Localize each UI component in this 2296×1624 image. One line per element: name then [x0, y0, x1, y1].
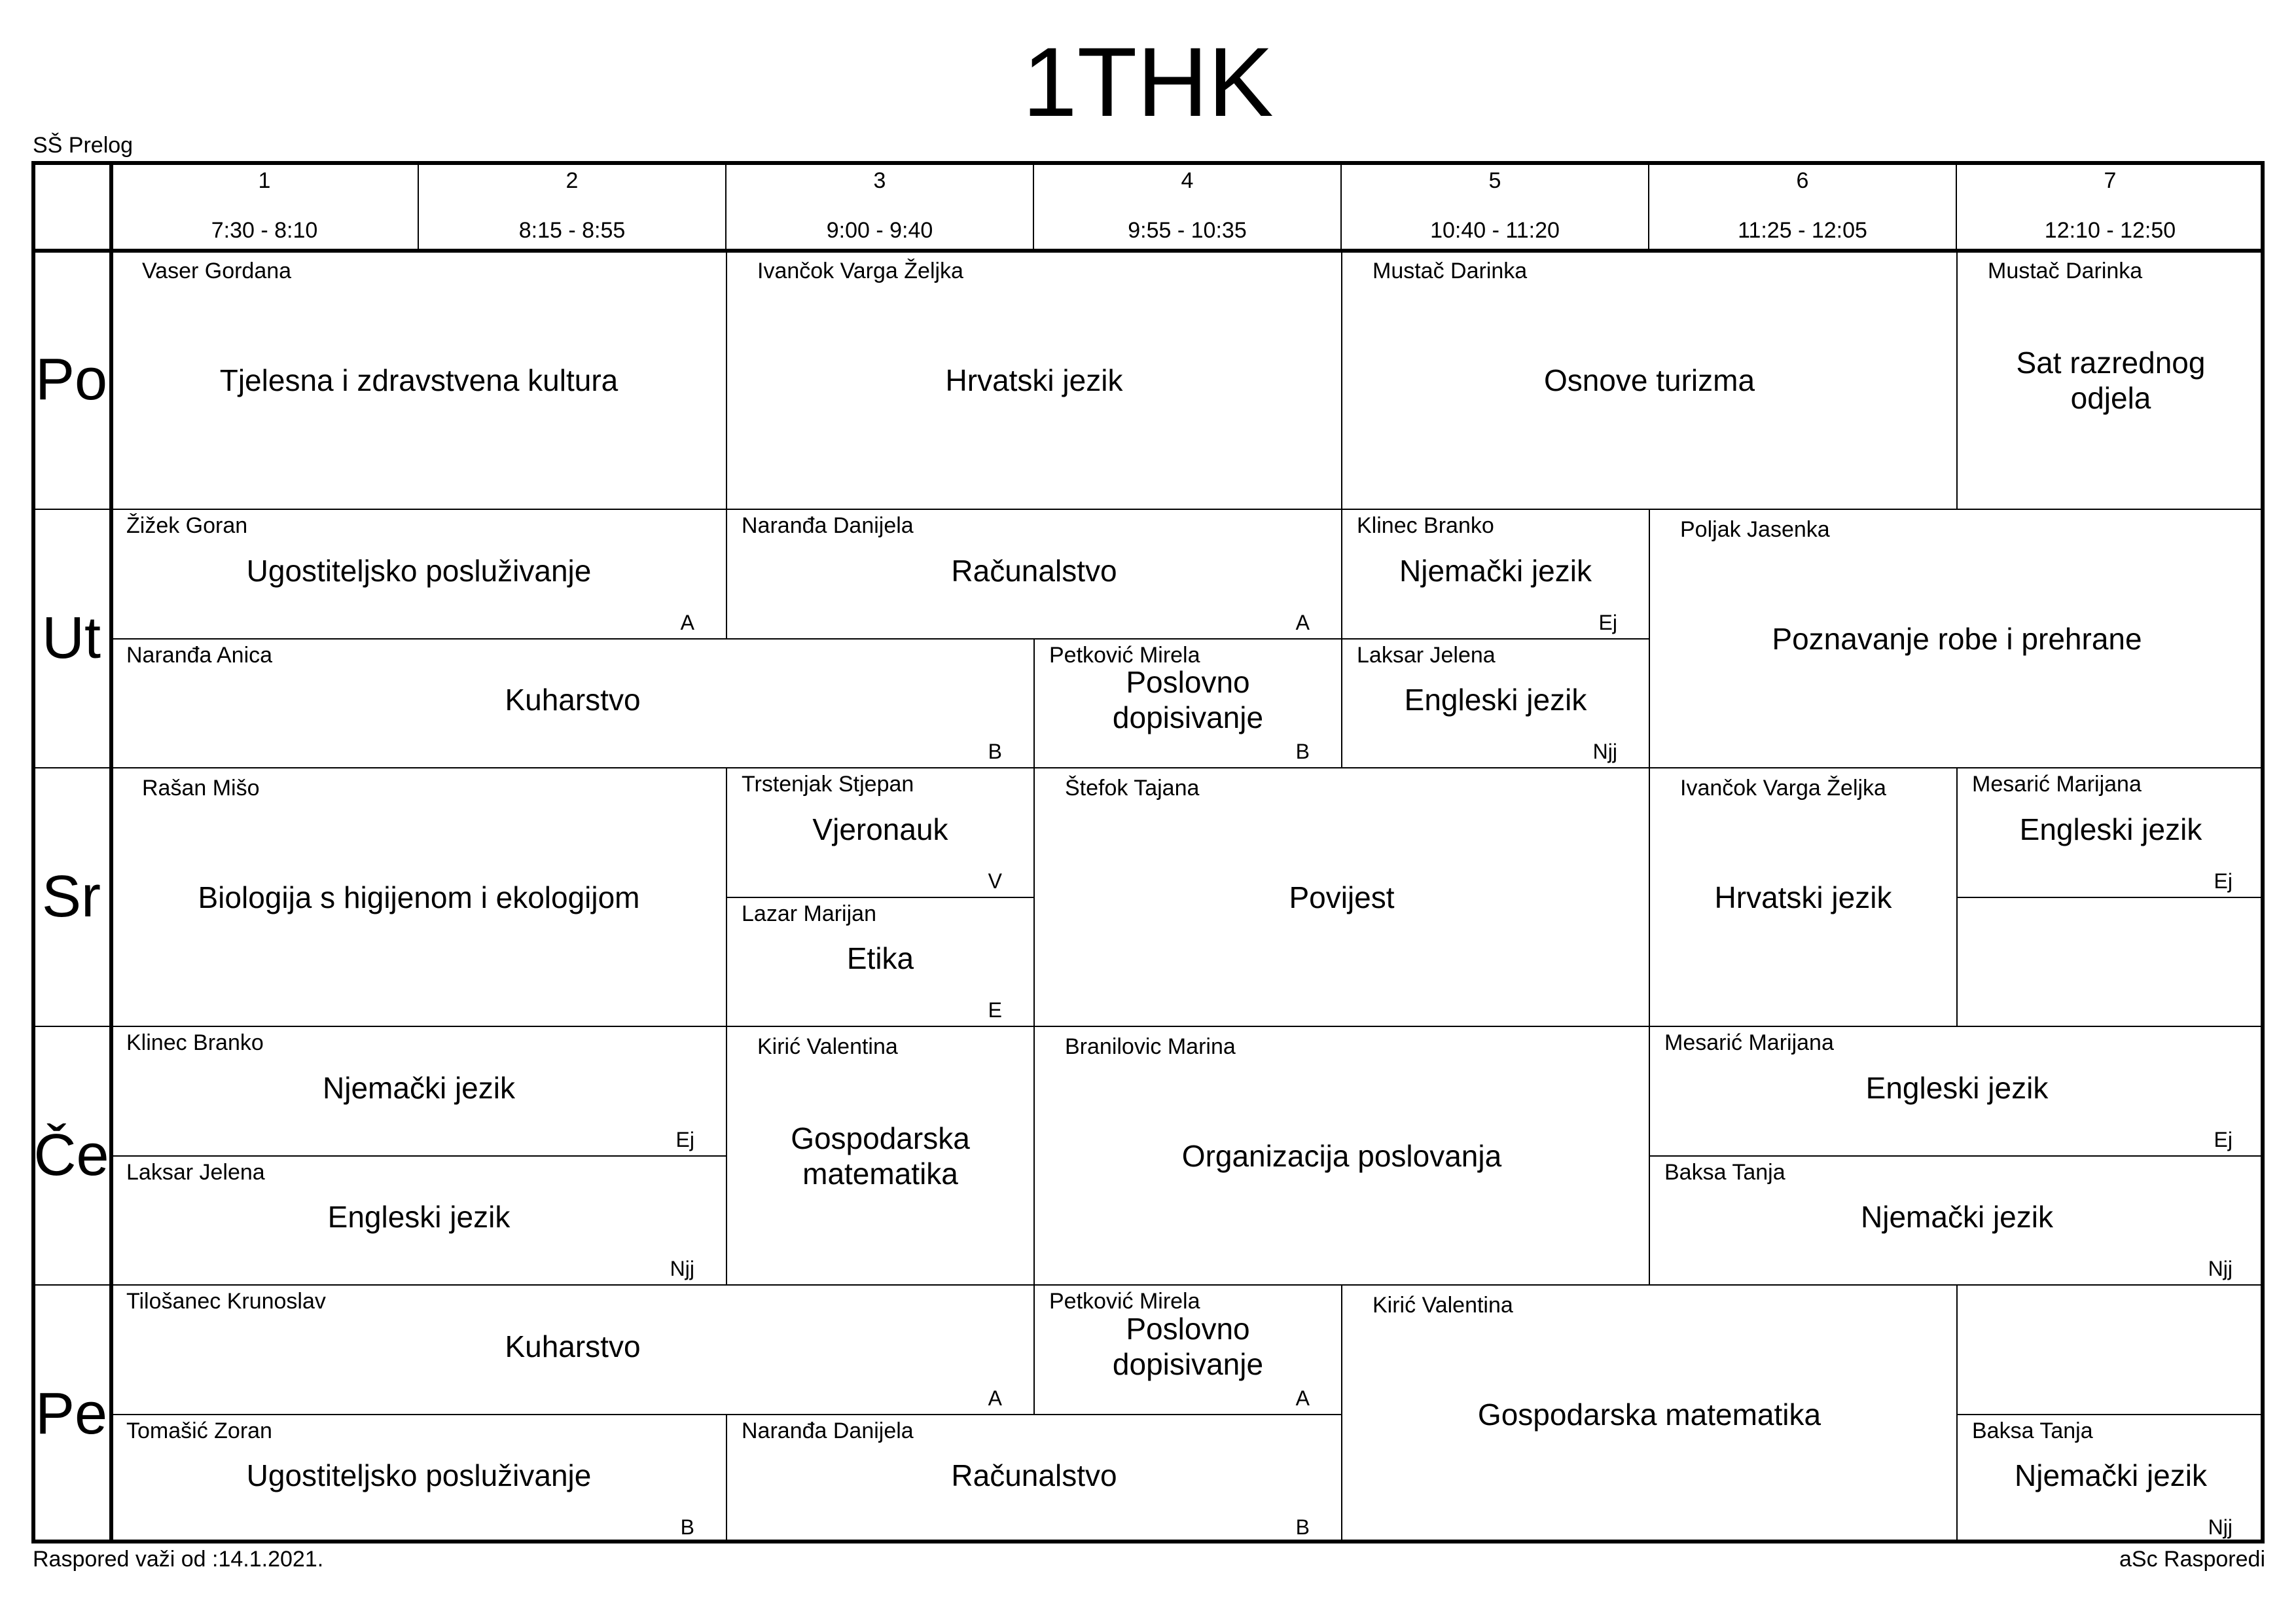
day-row-divider	[31, 509, 2265, 510]
lesson-subject: Njemački jezik	[323, 1070, 515, 1105]
lesson-cell	[1034, 639, 1342, 768]
lesson-teacher: Štefok Tajana	[1065, 776, 1200, 801]
lesson-teacher: Kirić Valentina	[757, 1034, 898, 1059]
lesson-subject: Vjeronauk	[812, 812, 948, 846]
lesson-teacher: Kirić Valentina	[1372, 1293, 1513, 1318]
lesson-group: B	[1295, 1515, 1310, 1539]
lesson-teacher: Laksar Jelena	[126, 1159, 265, 1185]
lesson-group: A	[1295, 1386, 1310, 1410]
period-header-6	[1649, 161, 1957, 251]
lesson-cell	[1342, 1285, 1957, 1543]
lesson-teacher: Petković Mirela	[1049, 642, 1200, 668]
lesson-cell	[111, 251, 726, 509]
period-number: 7	[2104, 168, 2117, 193]
period-number: 1	[258, 168, 271, 193]
lesson-cell	[1957, 768, 2265, 897]
lesson-subject: Računalstvo	[951, 1458, 1117, 1493]
period-number: 2	[565, 168, 579, 193]
lesson-teacher: Ivančok Varga Željka	[757, 259, 963, 283]
lesson-subject: Engleski jezik	[2019, 812, 2202, 846]
lesson-cell	[1649, 1026, 2265, 1156]
lesson-cell	[1649, 768, 1957, 1026]
day-label-1: Po	[35, 347, 108, 412]
lesson-cell	[1957, 897, 2265, 1027]
lesson-teacher: Trstenjak Stjepan	[742, 772, 914, 797]
lesson-teacher: Baksa Tanja	[1972, 1418, 2093, 1443]
lesson-subject: Osnove turizma	[1543, 363, 1755, 397]
lesson-subject: Sat razrednog odjela	[2016, 345, 2206, 415]
day-row-divider	[31, 1026, 2265, 1027]
period-header-4	[1034, 161, 1342, 251]
lesson-subject: Engleski jezik	[1404, 683, 1587, 717]
lesson-subject: Hrvatski jezik	[1714, 880, 1892, 914]
lesson-subject: Ugostiteljsko posluživanje	[246, 1458, 592, 1493]
lesson-cell	[111, 1026, 726, 1156]
lesson-cell	[1034, 1026, 1649, 1285]
lesson-teacher: Naranđa Danijela	[742, 513, 914, 538]
period-header-1	[111, 161, 419, 251]
period-header-7	[1957, 161, 2265, 251]
lesson-cell	[1649, 509, 2265, 768]
lesson-cell	[1342, 251, 1957, 509]
lesson-teacher: Mesarić Marijana	[1972, 772, 2142, 797]
lesson-teacher: Mustač Darinka	[1372, 259, 1528, 283]
lesson-group: Ej	[675, 1127, 694, 1151]
lesson-cell	[111, 1285, 1034, 1415]
lesson-cell	[726, 768, 1034, 897]
lesson-cell	[1649, 1156, 2265, 1286]
lesson-subject: Računalstvo	[951, 553, 1117, 588]
lesson-teacher: Rašan Mišo	[142, 776, 260, 801]
lesson-teacher: Baksa Tanja	[1664, 1159, 1785, 1185]
period-number: 4	[1181, 168, 1194, 193]
lesson-subject: Kuharstvo	[505, 1329, 641, 1363]
timetable-grid	[31, 161, 2265, 1543]
period-time: 8:15 - 8:55	[518, 218, 626, 243]
lesson-subject: Poznavanje robe i prehrane	[1772, 621, 2142, 656]
lesson-cell	[1342, 639, 1649, 768]
period-header-3	[726, 161, 1034, 251]
day-row-divider	[31, 1284, 2265, 1286]
period-number: 5	[1488, 168, 1501, 193]
lesson-subject: Poslovno dopisivanje	[1112, 1311, 1264, 1381]
day-label-2: Ut	[42, 605, 101, 671]
lesson-teacher: Mustač Darinka	[1988, 259, 2143, 283]
lesson-subject	[1984, 1295, 2238, 1398]
lesson-group: B	[988, 740, 1002, 763]
lesson-teacher: Ivančok Varga Željka	[1680, 776, 1886, 801]
lesson-cell	[1957, 251, 2265, 509]
period-time: 7:30 - 8:10	[211, 218, 318, 243]
lesson-cell	[111, 639, 1034, 768]
lesson-subject: Njemački jezik	[1399, 553, 1592, 588]
period-time: 9:00 - 9:40	[826, 218, 933, 243]
lesson-teacher: Žižek Goran	[126, 513, 248, 538]
lesson-teacher: Branilovic Marina	[1065, 1034, 1236, 1059]
lesson-group: B	[1295, 740, 1310, 763]
lesson-subject: Njemački jezik	[2015, 1458, 2207, 1493]
lesson-group: E	[988, 998, 1002, 1022]
lesson-subject: Ugostiteljsko posluživanje	[246, 553, 592, 588]
day-column-divider	[109, 161, 113, 1543]
lesson-cell	[111, 768, 726, 1026]
lesson-group: V	[988, 869, 1002, 893]
lesson-cell	[1957, 1415, 2265, 1544]
lesson-subject: Engleski jezik	[327, 1200, 511, 1235]
lesson-subject: Engleski jezik	[1865, 1070, 2049, 1105]
school-name: SŠ Prelog	[33, 133, 134, 158]
lesson-teacher: Naranđa Danijela	[742, 1418, 914, 1443]
lesson-cell	[726, 509, 1342, 639]
timetable-title: 1THK	[1022, 27, 1274, 137]
lesson-group: Njj	[1592, 740, 1617, 763]
lesson-cell	[726, 1026, 1034, 1285]
lesson-cell	[726, 1415, 1342, 1544]
lesson-group: A	[1295, 610, 1310, 634]
lesson-group: Ej	[1598, 610, 1617, 634]
lesson-subject: Etika	[846, 941, 914, 976]
lesson-subject: Poslovno dopisivanje	[1112, 665, 1264, 735]
day-label-4: Če	[33, 1123, 109, 1188]
lesson-subject: Kuharstvo	[505, 683, 641, 717]
lesson-cell	[1957, 1285, 2265, 1415]
software-credit: aSc Rasporedi	[2119, 1547, 2265, 1572]
lesson-teacher: Tilošanec Krunoslav	[126, 1289, 326, 1314]
period-time: 12:10 - 12:50	[2044, 218, 2176, 243]
lesson-cell	[726, 251, 1342, 509]
lesson-teacher: Lazar Marijan	[742, 901, 876, 926]
lesson-subject: Hrvatski jezik	[945, 363, 1123, 397]
lesson-cell	[726, 897, 1034, 1027]
period-time: 9:55 - 10:35	[1128, 218, 1247, 243]
day-label-3: Sr	[42, 864, 101, 929]
lesson-cell	[111, 1156, 726, 1286]
lesson-cell	[111, 1415, 726, 1544]
lesson-teacher: Vaser Gordana	[142, 259, 292, 283]
lesson-subject: Organizacija poslovanja	[1181, 1138, 1502, 1173]
lesson-teacher: Klinec Branko	[1357, 513, 1494, 538]
period-time: 10:40 - 11:20	[1430, 218, 1560, 243]
lesson-cell	[1034, 1285, 1342, 1415]
lesson-group: A	[680, 610, 694, 634]
lesson-group: Ej	[2214, 869, 2233, 893]
day-row-divider	[31, 767, 2265, 768]
header-divider	[31, 249, 2265, 253]
lesson-teacher: Mesarić Marijana	[1664, 1030, 1834, 1055]
lesson-subject: Tjelesna i zdravstvena kultura	[219, 363, 619, 397]
lesson-subject: Gospodarska matematika	[791, 1121, 970, 1191]
lesson-teacher: Tomašić Zoran	[126, 1418, 272, 1443]
lesson-teacher: Petković Mirela	[1049, 1289, 1200, 1314]
lesson-cell	[1034, 768, 1649, 1026]
day-label-5: Pe	[35, 1381, 108, 1447]
lesson-subject: Povijest	[1289, 880, 1395, 914]
lesson-group: Njj	[670, 1257, 694, 1280]
lesson-group: Ej	[2214, 1127, 2233, 1151]
period-header-2	[419, 161, 726, 251]
valid-from-note: Raspored važi od :14.1.2021.	[33, 1547, 324, 1572]
lesson-group: A	[988, 1386, 1002, 1410]
lesson-cell	[1342, 509, 1649, 639]
lesson-subject: Njemački jezik	[1861, 1200, 2053, 1235]
period-number: 6	[1796, 168, 1809, 193]
lesson-group: B	[680, 1515, 694, 1539]
lesson-teacher: Poljak Jasenka	[1680, 517, 1830, 542]
lesson-teacher: Laksar Jelena	[1357, 642, 1496, 668]
period-header-5	[1342, 161, 1649, 251]
lesson-group: Njj	[2208, 1257, 2233, 1280]
lesson-teacher: Klinec Branko	[126, 1030, 264, 1055]
period-time: 11:25 - 12:05	[1738, 218, 1867, 243]
lesson-subject: Gospodarska matematika	[1477, 1397, 1821, 1432]
lesson-cell	[111, 509, 726, 639]
lesson-subject	[1984, 907, 2238, 1011]
lesson-teacher: Naranđa Anica	[126, 642, 273, 668]
period-number: 3	[873, 168, 886, 193]
lesson-subject: Biologija s higijenom i ekologijom	[198, 880, 640, 914]
lesson-group: Njj	[2208, 1515, 2233, 1539]
